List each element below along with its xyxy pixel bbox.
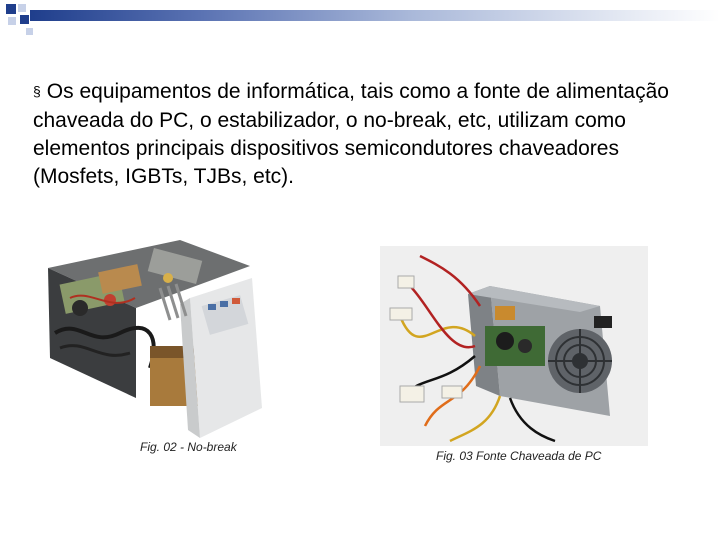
figure-pc-power-supply <box>380 246 648 463</box>
decor-square <box>20 15 29 24</box>
decor-square <box>8 17 16 25</box>
decor-square <box>18 4 26 12</box>
no-break-photo <box>40 238 270 448</box>
decor-square <box>26 28 33 35</box>
figure-no-break <box>40 238 270 454</box>
pc-power-supply-photo <box>380 246 648 446</box>
decor-square <box>6 4 16 14</box>
bullet-paragraph <box>33 78 683 191</box>
figure-caption: Fig. 02 - No-break <box>140 440 237 454</box>
header-decoration <box>0 0 720 48</box>
header-gradient-bar <box>30 10 720 21</box>
bullet-icon: § <box>33 83 41 99</box>
figure-caption: Fig. 03 Fonte Chaveada de PC <box>436 449 602 463</box>
paragraph-text: Os equipamentos de informática, tais como a fonte de alimentação chaveada do PC, o estabilizador, o no-break, etc, utilizam como elementos principais dispositivos semicondutores chaveadores (Mosfets, IGBTs, TJBs, etc). <box>33 80 669 188</box>
